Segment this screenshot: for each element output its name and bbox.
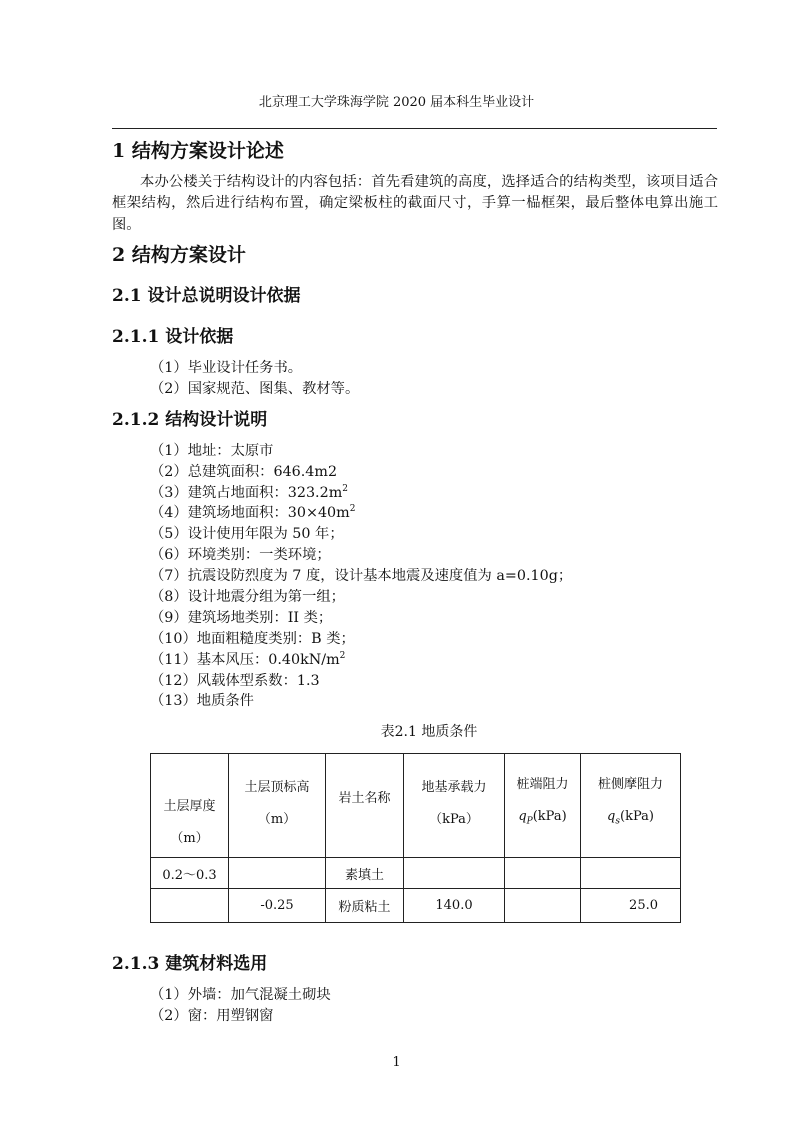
header-text: 土层顶标高 <box>244 779 310 795</box>
table-cell: 25.0 <box>581 889 681 923</box>
list-item <box>150 483 348 503</box>
list-item <box>150 650 345 670</box>
header-unit: （kPa） <box>429 811 479 827</box>
superscript: 2 <box>342 484 348 495</box>
list-item: （12）风载体型系数：1.3 <box>150 673 320 689</box>
superscript: 2 <box>339 651 346 662</box>
header-text: 桩端阻力 <box>516 777 569 793</box>
table-cell <box>581 858 681 889</box>
header-cell: 岩土名称 <box>326 754 404 858</box>
table-row <box>151 858 681 889</box>
list-item: （8）设计地震分组为第一组； <box>150 589 345 605</box>
header-unit: （m） <box>257 811 297 827</box>
section-1-paragraph: 本办公楼关于结构设计的内容包括：首先看建筑的高度，选择适合的结构类型，该项目适合框架结构，然后进行结构布置，确定梁板柱的截面尺寸，手算一榀框架，最后整体电算出施工图。 <box>112 174 718 233</box>
list-item: （2）窗：用塑钢窗 <box>150 1008 274 1024</box>
subscript: P <box>526 816 533 827</box>
table-cell <box>404 858 505 889</box>
list-item: （1）地址：太原市 <box>150 443 274 459</box>
list-item: （2）国家规范、图集、教材等。 <box>150 381 360 397</box>
list-item: （9）建筑场地类别：II 类； <box>150 610 333 626</box>
section-2-1-3-heading: 2.1.3 建筑材料选用 <box>112 954 268 974</box>
table-cell: -0.25 <box>229 889 326 923</box>
header-text: 地基承载力 <box>421 779 487 795</box>
table-cell: 0.2～0.3 <box>151 858 229 889</box>
list-item: （13）地质条件 <box>150 693 254 709</box>
table-cell: 140.0 <box>404 889 505 923</box>
table-cell <box>505 889 581 923</box>
table-row <box>151 889 681 923</box>
header-cell <box>505 754 581 858</box>
header-cell <box>229 754 326 858</box>
header-unit: (kPa) <box>620 809 654 825</box>
list-item: （2）总建筑面积：646.4m2 <box>150 464 338 480</box>
section-2-heading: 2 结构方案设计 <box>112 244 246 266</box>
superscript: 2 <box>349 504 356 515</box>
geology-table <box>150 753 681 923</box>
header-divider <box>112 128 717 129</box>
list-item-text: （3）建筑占地面积：323.2m <box>150 485 343 501</box>
list-item: （1）毕业设计任务书。 <box>150 360 303 376</box>
list-item: （7）抗震设防烈度为 7 度，设计基本地震及速度值为 a=0.10g； <box>150 568 573 584</box>
table-cell: 粉质粘土 <box>326 889 404 923</box>
header-text: 土层厚度 <box>163 798 216 814</box>
header-unit: (kPa) <box>532 809 567 825</box>
table-cell <box>505 858 581 889</box>
list-item-text: （11）基本风压：0.40kN/m <box>150 652 340 668</box>
table-cell: 素填土 <box>326 858 404 889</box>
list-item: （5）设计使用年限为 50 年； <box>150 526 344 542</box>
list-item <box>150 503 355 523</box>
section-2-1-heading: 2.1 设计总说明设计依据 <box>112 286 301 306</box>
table-cell <box>229 858 326 889</box>
section-1-heading: 1 结构方案设计论述 <box>112 140 284 162</box>
header-text: 桩侧摩阻力 <box>597 777 663 793</box>
subscript: s <box>615 816 620 827</box>
header-cell <box>581 754 681 858</box>
list-item-text: （4）建筑场地面积：30×40m <box>150 505 350 521</box>
symbol: q <box>518 809 527 825</box>
table-cell <box>151 889 229 923</box>
page-header-title: 北京理工大学珠海学院 2020 届本科生毕业设计 <box>258 95 535 110</box>
list-item: （1）外墙：加气混凝土砌块 <box>150 987 331 1003</box>
list-item: （6）环境类别：一类环境； <box>150 547 331 563</box>
page-number: 1 <box>392 1055 401 1070</box>
header-cell <box>151 754 229 858</box>
table-header-row <box>151 754 681 858</box>
header-cell <box>404 754 505 858</box>
table-caption: 表2.1 地质条件 <box>380 724 478 740</box>
section-2-1-2-heading: 2.1.2 结构设计说明 <box>112 410 268 430</box>
header-unit: （m） <box>170 830 209 846</box>
symbol: q <box>607 809 616 825</box>
list-item: （10）地面粗糙度类别：B 类； <box>150 631 355 647</box>
section-2-1-1-heading: 2.1.1 设计依据 <box>112 327 234 347</box>
